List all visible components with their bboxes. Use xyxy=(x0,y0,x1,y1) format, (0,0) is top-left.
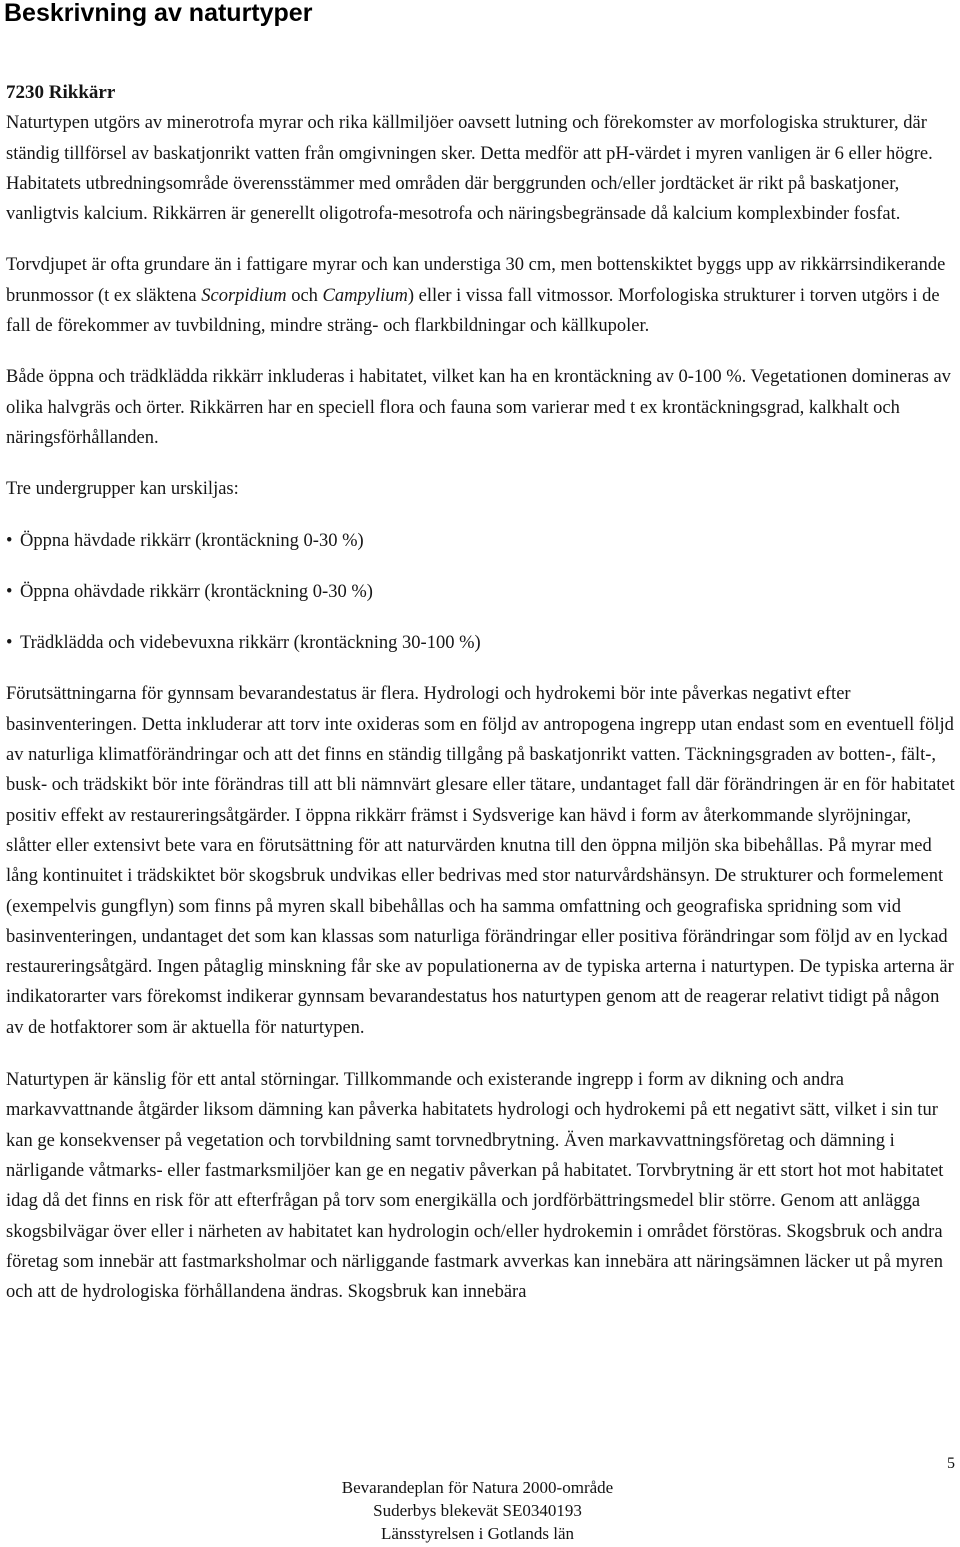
footer-line-site: Suderbys blekevät SE0340193 xyxy=(373,1501,582,1520)
paragraph-peat-depth xyxy=(6,250,956,341)
page-heading: Beskrivning av naturtyper xyxy=(4,0,313,27)
paragraph-subgroups-intro: Tre undergrupper kan urskiljas: xyxy=(6,479,239,500)
paragraph-peat-depth-part-c: ) eller i vissa fall vitmossor. Morfologiska strukturer i torven utgörs i de fall de förekommer av tuvbildning, mindre sträng- och flarkbildningar och källkupoler. xyxy=(6,285,940,337)
page-footer xyxy=(0,1476,960,1545)
list-item: • Öppna hävdade rikkärr (krontäckning 0-30 %) xyxy=(6,526,956,556)
list-item: • Trädklädda och videbevuxna rikkärr (krontäckning 30-100 %) xyxy=(6,628,956,658)
paragraph-disturbances: Naturtypen är känslig för ett antal störningar. Tillkommande och existerande ingrepp i form av dikning och andra markavvattnande åtgärder liksom dämning kan påverka habitatets hydrologi och hydrokemi på ett negativt sätt, vilket i sin tur kan ge konsekvenser på vegetation och torvbildning samt torvnedbrytning. Även markavvattningsföretag och dämning i närligande våtmarks- eller fastmarksmiljöer kan ge en negativ påverkan på habitatet. Torvbrytning är ett stort hot mot habitatet idag då det finns en risk för att efterfrågan på torv som energikälla och jordförbättringsmedel blir större. Genom att anlägga skogsbilvägar över eller i närheten av habitatet kan hydrologin och/eller hydrokemin i området förstöras. Skogsbruk och andra företag som innebär att fastmarksholmar och närliggande fastmark avverkas kan innebära att näringsämnen läcker ut på myren och att de hydrologiska förhållandena ändras. Skogsbruk kan innebära xyxy=(6,1070,944,1303)
document-body xyxy=(6,78,956,1307)
list-item: • Öppna ohävdade rikkärr (krontäckning 0-30 %) xyxy=(6,577,956,607)
footer-line-plan: Bevarandeplan för Natura 2000-område xyxy=(341,1478,614,1497)
paragraph-definition: Naturtypen utgörs av minerotrofa myrar och rika källmiljöer oavsett lutning och förekomster av morfologiska strukturer, där ständig tillförsel av baskatjonrikt vatten från omgivningen sker. Detta medför att pH-värdet i myren vanligen är 6 eller högre. Habitatets utbredningsområde överensstämmer med områden där berggrunden och/eller jordtäcket är rikt på baskatjoner, vanligtvis kalcium. Rikkärren är generellt oligotrofa-mesotrofa och näringsbegränsade då kalcium komplexbinder fosfat. xyxy=(6,113,933,225)
section-title: 7230 Rikkärr xyxy=(6,82,116,103)
paragraph-conservation-status: Förutsättningarna för gynnsam bevarandestatus är flera. Hydrologi och hydrokemi bör inte påverkas negativt efter basinventeringen. Detta inkluderar att torv inte oxideras som en följd av antropogena ingrepp utan endast som en eventuell följd av naturliga klimatförändringar och att det finns en ständig tillgång på baskatjonrikt vatten. Täckningsgraden av botten-, fält-, busk- och trädskikt bör inte förändras till att bli nämnvärt glesare eller tätare, undantaget fall där förändringen är en för habitatet positiv effekt av restaureringsåtgärder. I öppna rikkärr främst i Sydsverige kan hävd i form av återkommande slyröjningar, slåtter eller extensivt bete vara en förutsättning för att naturvärden knutna till den öppna miljön ska bibehållas. På myrar med lång kontinuitet i trädskiktet bör skogsbruk undvikas eller bedrivas med stor naturvårdshänsyn. De strukturer och formelement (exempelvis gungflyn) som finns på myren skall bibehållas och ha samma omfattning och geografiska spridning som vid basinventeringen, undantaget det som kan klassas som naturliga förändringar eller positiva förändringar som följd av en lyckad restaureringsåtgärd. Ingen påtaglig minskning får ske av populationerna av de typiska arterna i naturtypen. De typiska arterna är indikatorarter vars förekomst indikerar gynnsam bevarandestatus hos naturtypen genom att de reagerar relativt tidigt på någon av de hotfaktorer som är aktuella för naturtypen. xyxy=(6,684,955,1038)
genus-name-scorpidium: Scorpidium xyxy=(201,285,287,306)
footer-line-authority: Länsstyrelsen i Gotlands län xyxy=(380,1524,575,1543)
genus-name-campylium: Campylium xyxy=(322,285,408,306)
paragraph-peat-depth-part-a: Torvdjupet är ofta grundare än i fattigare myrar och kan understiga 30 cm, men bottenskiktet byggs upp av rikkärrsindikerande brunmossor (t ex släktena xyxy=(6,255,946,306)
subgroup-list xyxy=(6,526,956,659)
paragraph-peat-depth-part-b: och xyxy=(286,285,323,306)
page-number: 5 xyxy=(947,1455,955,1472)
paragraph-tree-cover: Både öppna och trädklädda rikkärr inkluderas i habitatet, vilket kan ha en krontäckning av 0-100 %. Vegetationen domineras av olika halvgräs och örter. Rikkärren har en speciell flora och fauna som varierar med t ex krontäckningsgrad, kalkhalt och näringsförhållanden. xyxy=(6,367,951,448)
